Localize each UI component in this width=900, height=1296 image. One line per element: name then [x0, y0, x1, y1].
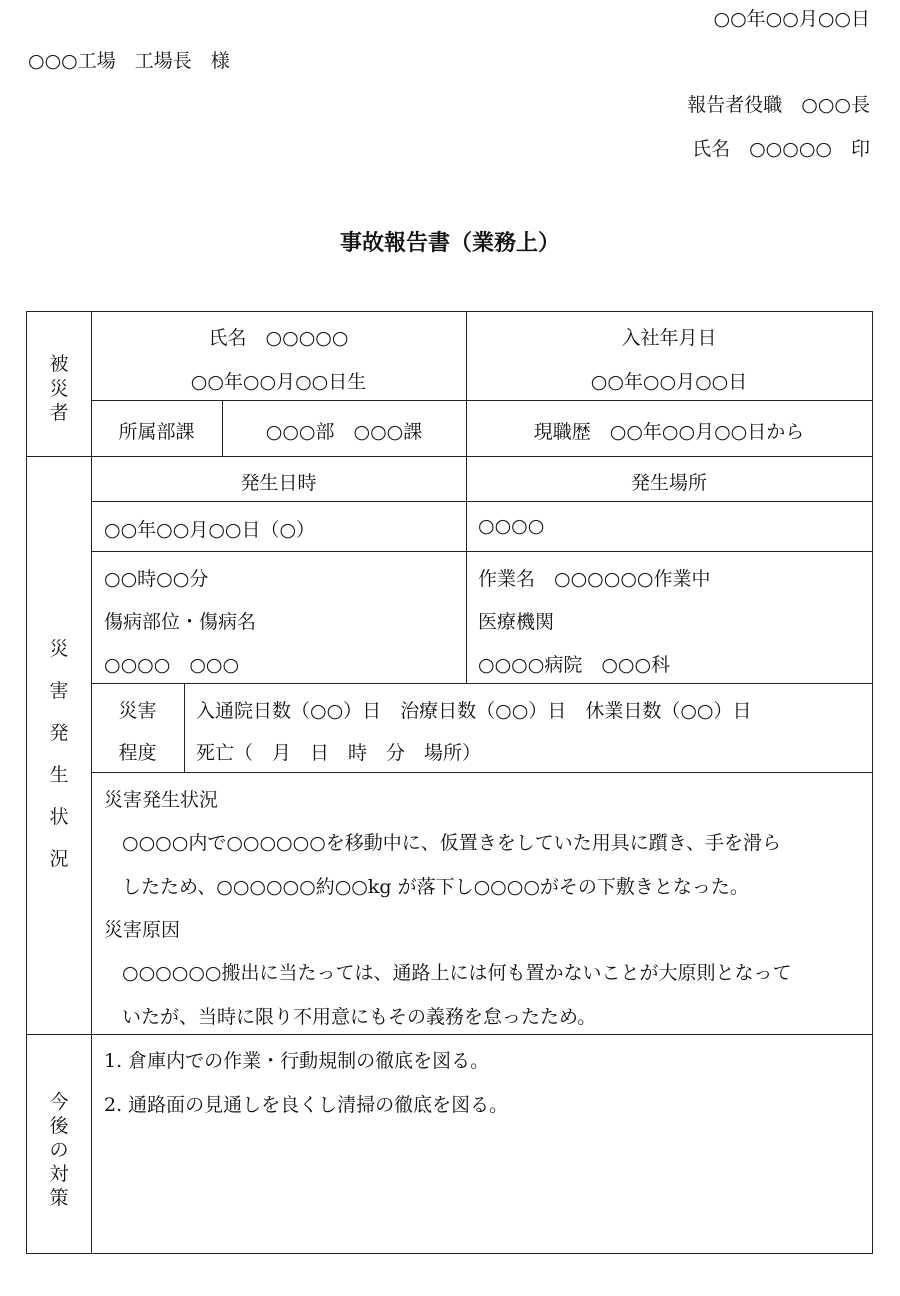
situation-label: 災害発生状況	[104, 789, 219, 811]
page-title: 事故報告書（業務上）	[339, 230, 560, 256]
table-border-right	[872, 311, 873, 1254]
hire-date-label: 入社年月日	[621, 327, 717, 349]
measures-section-label: 今 後 の 対 策	[49, 1091, 69, 1209]
measure-item-1: 1. 倉庫内での作業・行動規制の徹底を図る。	[104, 1050, 490, 1072]
injury-label: 傷病部位・傷病名	[104, 611, 257, 633]
department-value: ○○○部 ○○○課	[265, 421, 423, 443]
situation-text-2: したため、○○○○○○約○○kg が落下し○○○○がその下敷きとなった。	[122, 876, 749, 898]
row-divider	[91, 400, 873, 401]
severity-death: 死亡（ 月 日 時 分 場所）	[196, 742, 482, 764]
row-divider	[91, 772, 873, 773]
measure-item-2: 2. 通路面の見通しを良くし清掃の徹底を図る。	[104, 1094, 509, 1116]
victim-birth: ○○年○○月○○日生	[190, 371, 367, 393]
severity-days: 入通院日数（○○）日 治療日数（○○）日 休業日数（○○）日	[196, 700, 752, 722]
reporter-name: 氏名 ○○○○○ 印	[692, 138, 870, 160]
severity-label-1: 災害	[118, 700, 157, 722]
row-divider	[91, 683, 873, 684]
incident-section-label: 災 害 発 生 状 況	[49, 638, 69, 870]
row-divider	[91, 551, 873, 552]
section-divider	[26, 1034, 873, 1035]
severity-label-2: 程度	[118, 742, 157, 764]
medical-label: 医療機関	[478, 611, 555, 633]
table-border-bottom	[26, 1253, 873, 1254]
reporter-title: 報告者役職 ○○○長	[687, 94, 870, 116]
department-label: 所属部課	[118, 421, 195, 443]
row-divider	[91, 501, 873, 502]
table-border-top	[26, 311, 873, 312]
label-column-divider	[91, 311, 92, 1254]
report-date: ○○年○○月○○日	[713, 8, 870, 30]
column-divider	[184, 683, 185, 772]
place-label: 発生場所	[630, 472, 707, 494]
incident-place: ○○○○	[478, 515, 545, 537]
cause-label: 災害原因	[104, 919, 181, 941]
situation-text-1: ○○○○内で○○○○○○を移動中に、仮置きをしていた用具に躓き、手を滑ら	[122, 832, 782, 854]
injury-value: ○○○○ ○○○	[104, 654, 240, 676]
victim-name: 氏名 ○○○○○	[208, 327, 349, 349]
cause-text-1: ○○○○○○搬出に当たっては、通路上には何も置かないことが大原則となって	[122, 962, 792, 984]
hire-date-value: ○○年○○月○○日	[590, 371, 748, 393]
cause-text-2: いたが、当時に限り不用意にもその義務を怠ったため。	[122, 1006, 597, 1028]
section-divider	[26, 456, 873, 457]
victim-section-label: 被 災 者	[49, 353, 69, 425]
incident-time: ○○時○○分	[104, 568, 209, 590]
current-career: 現職歴 ○○年○○月○○日から	[533, 421, 805, 443]
work-name: 作業名 ○○○○○○作業中	[478, 568, 711, 590]
medical-value: ○○○○病院 ○○○科	[478, 654, 671, 676]
incident-date: ○○年○○月○○日（○）	[104, 519, 316, 541]
addressee: ○○○工場 工場長 様	[28, 50, 230, 72]
datetime-label: 発生日時	[240, 472, 317, 494]
